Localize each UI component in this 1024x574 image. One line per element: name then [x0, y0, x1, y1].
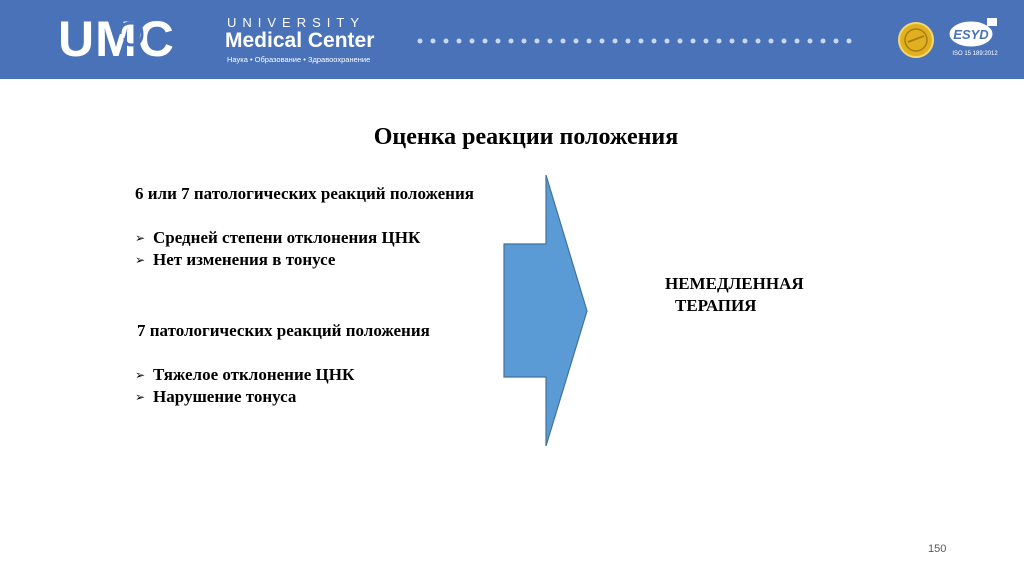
- umc-logo: UMC: [58, 11, 175, 67]
- group-2-heading: 7 патологических реакций положения: [137, 321, 430, 340]
- page-number: 150: [928, 543, 947, 555]
- accreditation-seal-icon: [898, 22, 934, 58]
- group-1-bullet: [135, 227, 474, 249]
- dots-divider: [415, 36, 855, 46]
- bullet-text: Средней степени отклонения ЦНК: [153, 228, 421, 247]
- arrowhead-bullet-icon: ➢: [135, 390, 146, 404]
- iso-standard-label: ISO 15 189:2012: [952, 51, 998, 57]
- arrowhead-bullet-icon: ➢: [135, 368, 146, 382]
- result-line-1: НЕМЕДЛЕННАЯ: [665, 274, 804, 293]
- logo-medical-center-text: Medical Center: [225, 29, 375, 52]
- group-2-bullet: [135, 364, 430, 386]
- right-arrow-shape: [503, 174, 589, 448]
- esyd-logo-text: ESYD: [953, 27, 989, 42]
- result-line-2: ТЕРАПИЯ: [675, 296, 757, 315]
- bullet-text: Нарушение тонуса: [153, 387, 297, 406]
- logo-university-text: UNIVERSITY: [227, 15, 366, 30]
- header-banner: [0, 0, 1024, 79]
- bullet-text: Нет изменения в тонусе: [153, 250, 336, 269]
- group-2-bullet: [135, 386, 430, 408]
- ornament-icon: [117, 20, 145, 48]
- bullet-text: Тяжелое отклонение ЦНК: [153, 365, 355, 384]
- group-1: [135, 183, 474, 271]
- result-text: [665, 273, 804, 317]
- esyd-logo-icon: [945, 16, 1001, 50]
- group-1-heading: 6 или 7 патологических реакций положения: [135, 184, 474, 203]
- group-1-bullet: [135, 249, 474, 271]
- arrowhead-bullet-icon: ➢: [135, 231, 146, 245]
- slide-title: Оценка реакции положения: [373, 124, 679, 150]
- group-2: [137, 320, 430, 408]
- logo-tagline: Наука • Образование • Здравоохранение: [227, 55, 371, 64]
- arrowhead-bullet-icon: ➢: [135, 253, 146, 267]
